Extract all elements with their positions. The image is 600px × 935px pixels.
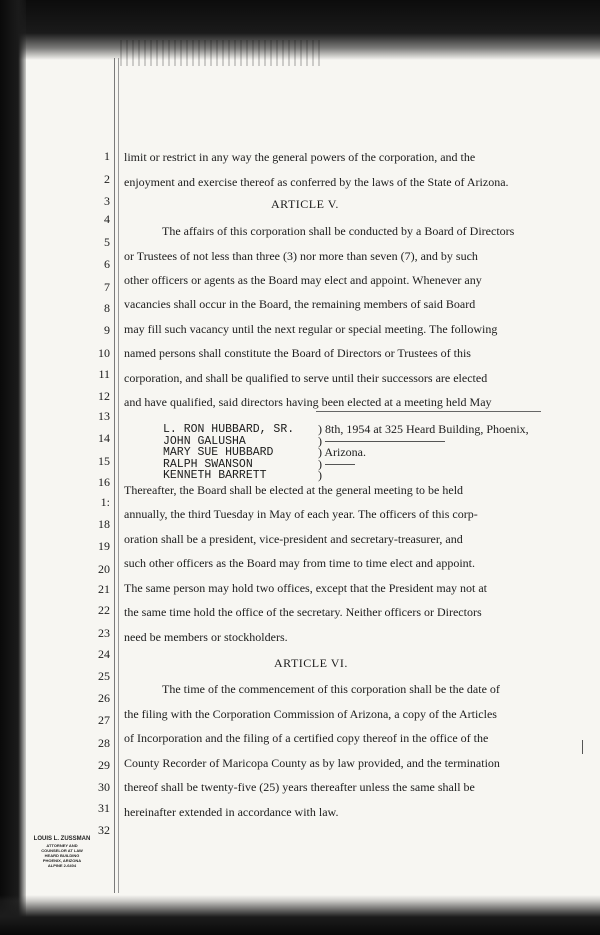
underline: [316, 411, 541, 412]
line-number: 3: [104, 194, 110, 208]
margin-rule: [118, 58, 119, 893]
director-name: RALPH SWANSON: [163, 457, 253, 471]
line-number: 9: [104, 323, 110, 337]
line-number: 29: [98, 758, 110, 772]
stamp-line: COUNSELOR AT LAW: [41, 848, 83, 853]
stamp-line: ALPINE 2-6404: [47, 863, 77, 868]
bracket-line: ): [318, 436, 529, 448]
text-line: Thereafter, the Board shall be elected at the general meeting to be held: [124, 483, 464, 497]
dash-line: [325, 464, 355, 465]
line-number: 28: [98, 736, 110, 750]
line-number: 19: [98, 539, 110, 553]
text-line: hereinafter extended in accordance with law.: [124, 805, 339, 819]
text-line: The same person may hold two offices, except that the President may not at: [124, 581, 488, 595]
director-name: JOHN GALUSHA: [163, 434, 246, 448]
text-line: enjoyment and exercise thereof as conferred by the laws of the State of Arizona.: [124, 175, 509, 189]
stamp-line: ATTORNEY AND: [46, 843, 78, 848]
line-number: 1:: [100, 495, 110, 509]
text-line: The time of the commencement of this corporation shall be the date of: [162, 682, 500, 696]
line-number: 14: [98, 431, 110, 445]
line-number: 16: [98, 475, 110, 489]
stamp-line: PHOENIX, ARIZONA: [42, 858, 82, 863]
director-brackets: [318, 424, 529, 482]
line-number: 12: [98, 389, 110, 403]
attorney-stamp: [32, 836, 92, 868]
line-number: 32: [98, 823, 110, 837]
text-line: the same time hold the office of the secretary. Neither officers or Directors: [124, 605, 482, 619]
text-line: and have qualified, said directors having been elected at a meeting held May: [124, 395, 492, 409]
dash-line: [325, 441, 445, 442]
meeting-place-text: Arizona.: [324, 445, 366, 459]
scan-edge-left: [0, 0, 26, 935]
line-number: 4: [104, 212, 110, 226]
text-line: The affairs of this corporation shall be conducted by a Board of Directors: [162, 224, 515, 238]
bracket-line: ): [318, 468, 322, 482]
line-number: 13: [98, 409, 110, 423]
line-number: 18: [98, 517, 110, 531]
line-number: 7: [104, 280, 110, 294]
director-list: [163, 424, 294, 482]
line-number: 6: [104, 257, 110, 271]
line-number: 31: [98, 801, 110, 815]
meeting-date-text: 8th, 1954 at 325 Heard Building, Phoenix,: [325, 422, 529, 436]
text-line: vacancies shall occur in the Board, the remaining members of said Board: [124, 297, 476, 311]
text-line: of Incorporation and the filing of a certified copy thereof in the office of the: [124, 731, 489, 745]
director-name: MARY SUE HUBBARD: [163, 446, 274, 459]
line-number: 1: [104, 149, 110, 163]
bracket-line: ): [318, 459, 529, 471]
text-line: named persons shall constitute the Board of Directors or Trustees of this: [124, 346, 471, 360]
scan-speckle: [120, 40, 320, 66]
article-heading: ARTICLE V.: [271, 197, 339, 211]
text-line: thereof shall be twenty-five (25) years thereafter unless the same shall be: [124, 780, 475, 794]
text-line: or Trustees of not less than three (3) nor more than seven (7), and by such: [124, 249, 478, 263]
text-line: need be members or stockholders.: [124, 630, 288, 644]
line-number: 20: [98, 562, 110, 576]
line-number: 23: [98, 626, 110, 640]
stamp-name: LOUIS L. ZUSSMAN: [33, 836, 91, 842]
line-number: 2: [104, 172, 110, 186]
text-line: oration shall be a president, vice-president and secretary-treasurer, and: [124, 532, 463, 546]
line-number: 25: [98, 669, 110, 683]
line-number: 11: [98, 367, 110, 381]
text-line: such other officers as the Board may from time to time elect and appoint.: [124, 556, 476, 570]
stamp-line: HEARD BUILDING: [44, 853, 80, 858]
margin-rule: [114, 58, 115, 893]
bracket-line: ) 8th, 1954 at 325 Heard Building, Phoenix,: [318, 422, 529, 436]
text-line: other officers or agents as the Board may elect and appoint. Whenever any: [124, 273, 482, 287]
line-number: 26: [98, 691, 110, 705]
line-number: 8: [104, 301, 110, 315]
text-line: may fill such vacancy until the next regular or special meeting. The following: [124, 322, 498, 336]
margin-mark: [582, 740, 583, 754]
director-name: L. RON HUBBARD, SR.: [163, 423, 295, 436]
line-number: 10: [98, 346, 110, 360]
scan-edge-bottom: [0, 895, 600, 935]
line-number: 22: [98, 603, 110, 617]
line-number: 24: [98, 647, 110, 661]
article-heading: ARTICLE VI.: [274, 656, 348, 670]
line-number: 5: [104, 235, 110, 249]
text-line: limit or restrict in any way the general powers of the corporation, and the: [124, 150, 476, 164]
line-number: 30: [98, 780, 110, 794]
bracket-line: ) Arizona.: [318, 445, 366, 459]
text-line: the filing with the Corporation Commission of Arizona, a copy of the Articles: [124, 707, 497, 721]
text-line: County Recorder of Maricopa County as by law provided, and the termination: [124, 756, 500, 770]
line-number: 21: [98, 582, 110, 596]
text-line: annually, the third Tuesday in May of each year. The officers of this corp-: [124, 507, 478, 521]
text-line: corporation, and shall be qualified to serve until their successors are elected: [124, 371, 488, 385]
line-number: 27: [98, 713, 110, 727]
line-number: 15: [98, 454, 110, 468]
director-name: KENNETH BARRETT: [163, 469, 267, 482]
